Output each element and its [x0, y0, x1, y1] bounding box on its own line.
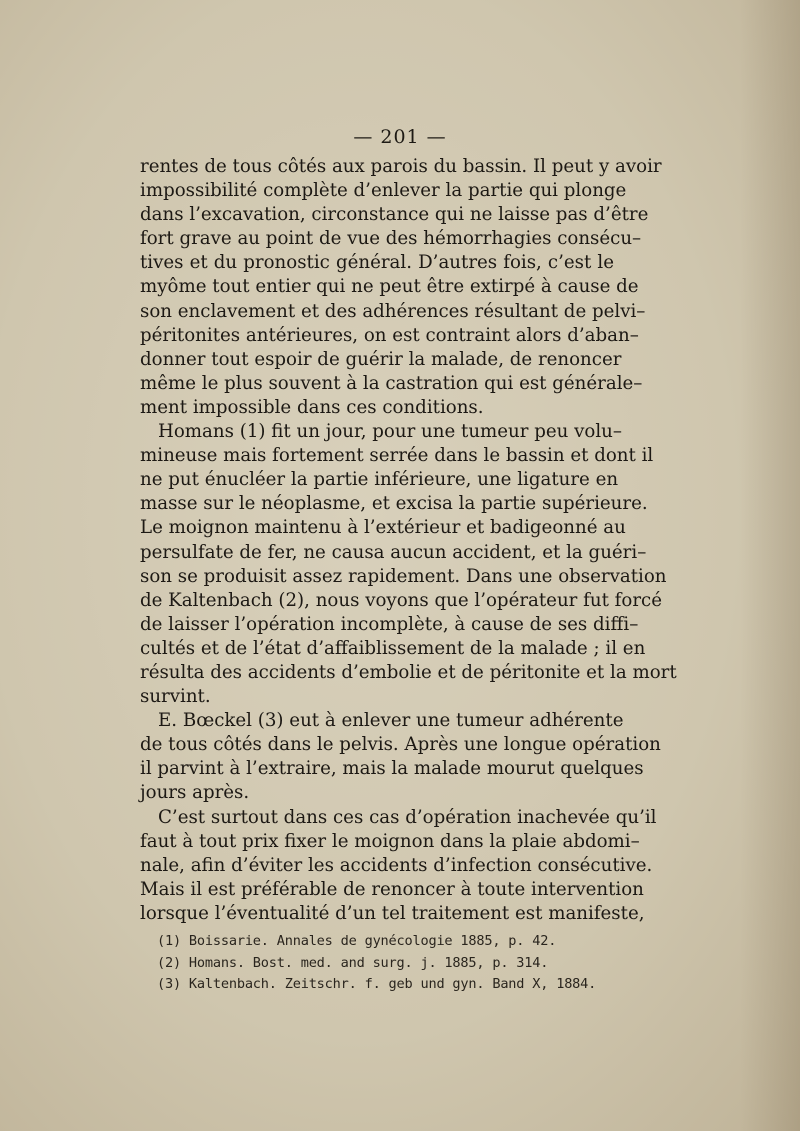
- page-edge-shadow: [740, 0, 800, 1131]
- text-line: ne put énucléer la partie inférieure, une ligature en: [140, 469, 619, 491]
- text-line: impossibilité complète d’enlever la partie qui plonge: [140, 180, 627, 202]
- footnote: (3) Kaltenbach. Zeitschr. f. geb und gyn. Band X, 1884.: [157, 976, 597, 992]
- text-line: de laisser l’opération incomplète, à cause de ses diffi–: [140, 613, 639, 635]
- text-line: Homans (1) fit un jour, pour une tumeur peu volu–: [158, 421, 622, 443]
- text-line: myôme tout entier qui ne peut être extirpé à cause de: [140, 276, 639, 298]
- footnotes: [157, 931, 597, 996]
- text-line: de Kaltenbach (2), nous voyons que l’opérateur fut forcé: [140, 589, 662, 611]
- text-line: persulfate de fer, ne causa aucun accident, et la guéri–: [140, 541, 647, 563]
- text-line: même le plus souvent à la castration qui est générale–: [140, 372, 643, 394]
- text-line: Mais il est préférable de renoncer à toute intervention: [140, 878, 644, 900]
- text-line: il parvint à l’extraire, mais la malade mourut quelques: [140, 758, 644, 780]
- text-line: son enclavement et des adhérences résultant de pelvi–: [140, 300, 646, 322]
- text-line: Le moignon maintenu à l’extérieur et badigeonné au: [140, 517, 626, 539]
- text-line: lorsque l’éventualité d’un tel traitement est manifeste,: [140, 902, 645, 924]
- text-line: mineuse mais fortement serrée dans le bassin et dont il: [140, 445, 654, 467]
- text-line: jours après.: [140, 782, 250, 804]
- text-line: survint.: [140, 686, 211, 708]
- text-line: cultés et de l’état d’affaiblissement de la malade ; il en: [140, 637, 646, 659]
- footnote: (2) Homans. Bost. med. and surg. j. 1885, p. 314.: [157, 954, 549, 971]
- footnote: (1) Boissarie. Annales de gynécologie 1885, p. 42.: [157, 933, 557, 949]
- text-line: ment impossible dans ces conditions.: [140, 396, 484, 418]
- text-line: péritonites antérieures, on est contraint alors d’aban–: [140, 324, 639, 346]
- text-line: nale, afin d’éviter les accidents d’infection consécutive.: [140, 854, 653, 876]
- text-line: E. Bœckel (3) eut à enlever une tumeur adhérente: [158, 710, 624, 732]
- text-line: de tous côtés dans le pelvis. Après une longue opération: [140, 734, 661, 756]
- text-line: faut à tout prix fixer le moignon dans la plaie abdomi–: [140, 830, 640, 852]
- body-text: [140, 155, 677, 926]
- page-number: — 201 —: [353, 126, 447, 148]
- text-line: masse sur le néoplasme, et excisa la partie supérieure.: [140, 493, 648, 515]
- text-line: tives et du pronostic général. D’autres fois, c’est le: [140, 252, 614, 274]
- text-line: dans l’excavation, circonstance qui ne laisse pas d’être: [140, 204, 649, 226]
- text-line: donner tout espoir de guérir la malade, de renoncer: [140, 348, 622, 370]
- text-line: son se produisit assez rapidement. Dans une observation: [140, 565, 667, 587]
- text-line: rentes de tous côtés aux parois du bassin. Il peut y avoir: [140, 156, 662, 177]
- text-line: résulta des accidents d’embolie et de péritonite et la mort: [140, 661, 677, 683]
- text-line: fort grave au point de vue des hémorrhagies consécu–: [140, 228, 642, 250]
- text-line: C’est surtout dans ces cas d’opération inachevée qu’il: [158, 806, 657, 828]
